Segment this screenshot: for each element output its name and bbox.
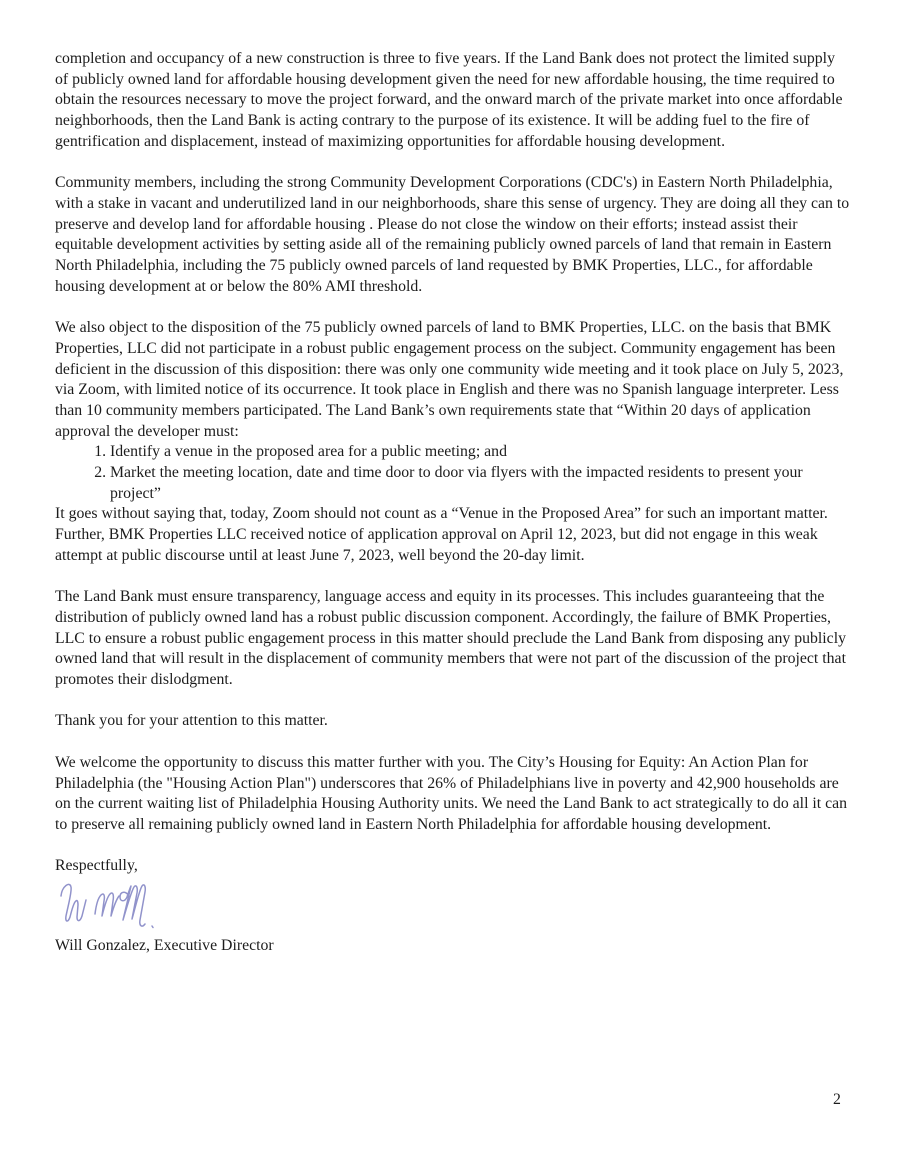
paragraph-housing-action-plan: We welcome the opportunity to discuss this matter further with you. The City’s Housing for Equity: An Action Plan for Philadelphia (the "Housing Action Plan") underscores that 26% of Philadelphians live in poverty and 42,900 households are on the current waiting list of Philadelphia Housing Authority units. We need the Land Bank to act strategically to do all it can to preserve all remaining publicly owned land in Eastern North Philadelphia for affordable housing development. (55, 753, 848, 833)
requirement-item-1: 1. Identify a venue in the proposed area for a public meeting; and (110, 442, 850, 463)
requirement-item-2: 2. Market the meeting location, date and time door to door via flyers with the impacted residents to present your project” (110, 463, 850, 504)
signer-name: Will Gonzalez, Executive Director (55, 937, 274, 955)
requirements-list (55, 442, 850, 504)
paragraph-zoom-venue: It goes without saying that, today, Zoom should not count as a “Venue in the Proposed Area” for such an important matter. Further, BMK Properties LLC received notice of application approval on April 12, 2023, but did not engage in this weak attempt at public discourse until at least June 7, 2023, well beyond the 20-day limit. (55, 505, 828, 564)
paragraph-transparency: The Land Bank must ensure transparency, language access and equity in its processes. This includes guaranteeing that the distribution of publicly owned land has a robust public discussion component. Accordingly, the failure of BMK Properties, LLC to ensure a robust public engagement process in this matter should preclude the Land Bank from disposing any publicly owned land that will result in the displacement of community members that were not part of the discussion of the project that promotes their dislodgment. (55, 588, 846, 689)
paragraph-community-members: Community members, including the strong Community Development Corporations (CDC's) in Eastern North Philadelphia, with a stake in vacant and underutilized land in our neighborhoods, share this sense of urgency. They are doing all they can to preserve and develop land for affordable housing . Please do not close the window on their efforts; instead assist their equitable development activities by setting aside all of the remaining publicly owned parcels of land that remain in Eastern North Philadelphia, including the 75 publicly owned parcels of land requested by BMK Properties, LLC., for affordable housing development at or below the 80% AMI threshold. (55, 174, 850, 295)
page-number: 2 (833, 1091, 841, 1108)
paragraph-thank-you: Thank you for your attention to this matter. (55, 712, 328, 730)
letter-body (55, 49, 850, 957)
closing-salutation: Respectfully, (55, 857, 138, 875)
paragraph-urgency: completion and occupancy of a new construction is three to five years. If the Land Bank does not protect the limited supply of publicly owned land for affordable housing development given the need for new affordable housing, the time required to obtain the resources necessary to move the project forward, and the onward march of the private market into once affordable neighborhoods, then the Land Bank is acting contrary to the purpose of its existence. It will be adding fuel to the fire of gentrification and displacement, instead of maximizing opportunities for affordable housing development. (55, 50, 843, 150)
paragraph-objection: We also object to the disposition of the 75 publicly owned parcels of land to BMK Properties, LLC. on the basis that BMK Properties, LLC did not participate in a robust public engagement process on the subject. Community engagement has been deficient in the discussion of this disposition: there was only one community wide meeting and it took place on July 5, 2023, via Zoom, with limited notice of its occurrence. It took place in English and there was no Spanish language interpreter. Less than 10 community members participated. The Land Bank’s own requirements state that “Within 20 days of application approval the developer must: (55, 319, 844, 440)
signature-strokes (61, 884, 153, 927)
signature-image (57, 878, 191, 936)
